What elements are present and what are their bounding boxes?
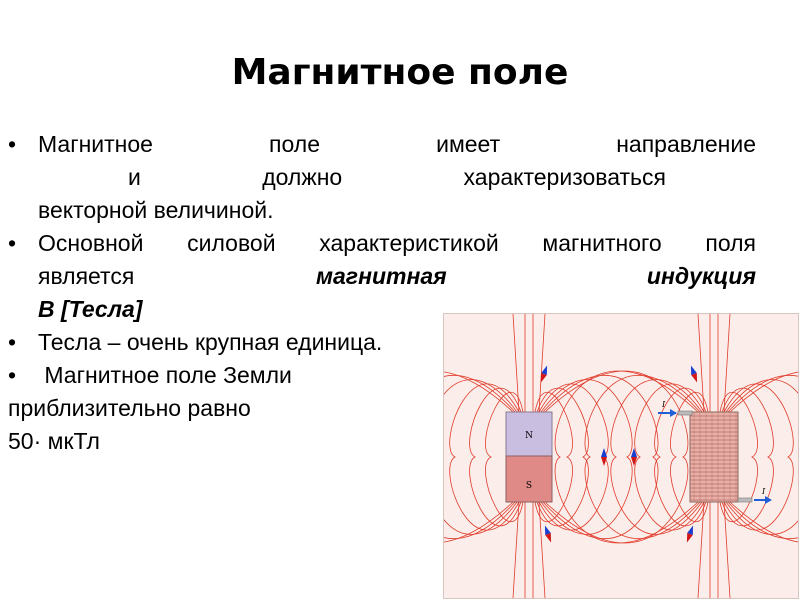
compass-needle-icon (688, 365, 700, 384)
bullet-2-line-2 (38, 260, 756, 293)
bullet-3-text: Тесла – очень крупная единица. (38, 329, 383, 355)
coil-lead-top (678, 411, 692, 415)
bullet-marker: • (8, 230, 17, 256)
bullet-2-emphasis: магнитная индукция (316, 263, 756, 289)
continuation-line-1: приблизительно равно (8, 395, 251, 421)
coil-lead-bottom (738, 498, 752, 502)
field-line (611, 380, 702, 535)
magnet-field-lines (444, 314, 688, 598)
continuation-line-2: 50· мкТл (8, 428, 100, 454)
compass-needle-icon (538, 365, 550, 384)
north-pole-label: N (525, 431, 533, 441)
field-line (541, 380, 632, 535)
compass-needle-icon (601, 448, 607, 466)
coil-field-lines (555, 314, 798, 598)
bullet-marker: • (8, 131, 17, 157)
bullet-marker: • (8, 329, 17, 355)
magnet-south-pole (506, 456, 552, 502)
slide-title: Магнитное поле (231, 52, 569, 93)
bullet-1-line-3: векторной величиной. (38, 197, 274, 223)
coil-body (690, 412, 738, 502)
bullet-4-text: Магнитное поле Земли (38, 362, 292, 388)
current-label-out: I (762, 487, 766, 496)
bullet-2-line-1: Основной силовой характеристикой магнитного поля (38, 230, 756, 256)
field-lines-diagram (444, 314, 798, 598)
bullet-item-2 (8, 227, 756, 326)
compass-needle-icon (542, 525, 554, 544)
bullet-1-line-2: и должно характеризоваться (128, 164, 666, 190)
bullet-item-1 (8, 128, 756, 227)
current-arrow-in-icon (670, 409, 677, 417)
south-pole-label: S (525, 481, 533, 491)
magnetic-field-figure (443, 313, 799, 599)
compass-needle-icon (684, 525, 696, 544)
current-label-in: I (662, 400, 666, 409)
bullet-marker: • (8, 362, 17, 388)
bullet-2-line-3: В [Тесла] (38, 296, 143, 322)
bullet-2-prefix: является (38, 263, 135, 289)
bullet-1-line-1: Магнитное поле имеет направление (38, 131, 756, 157)
